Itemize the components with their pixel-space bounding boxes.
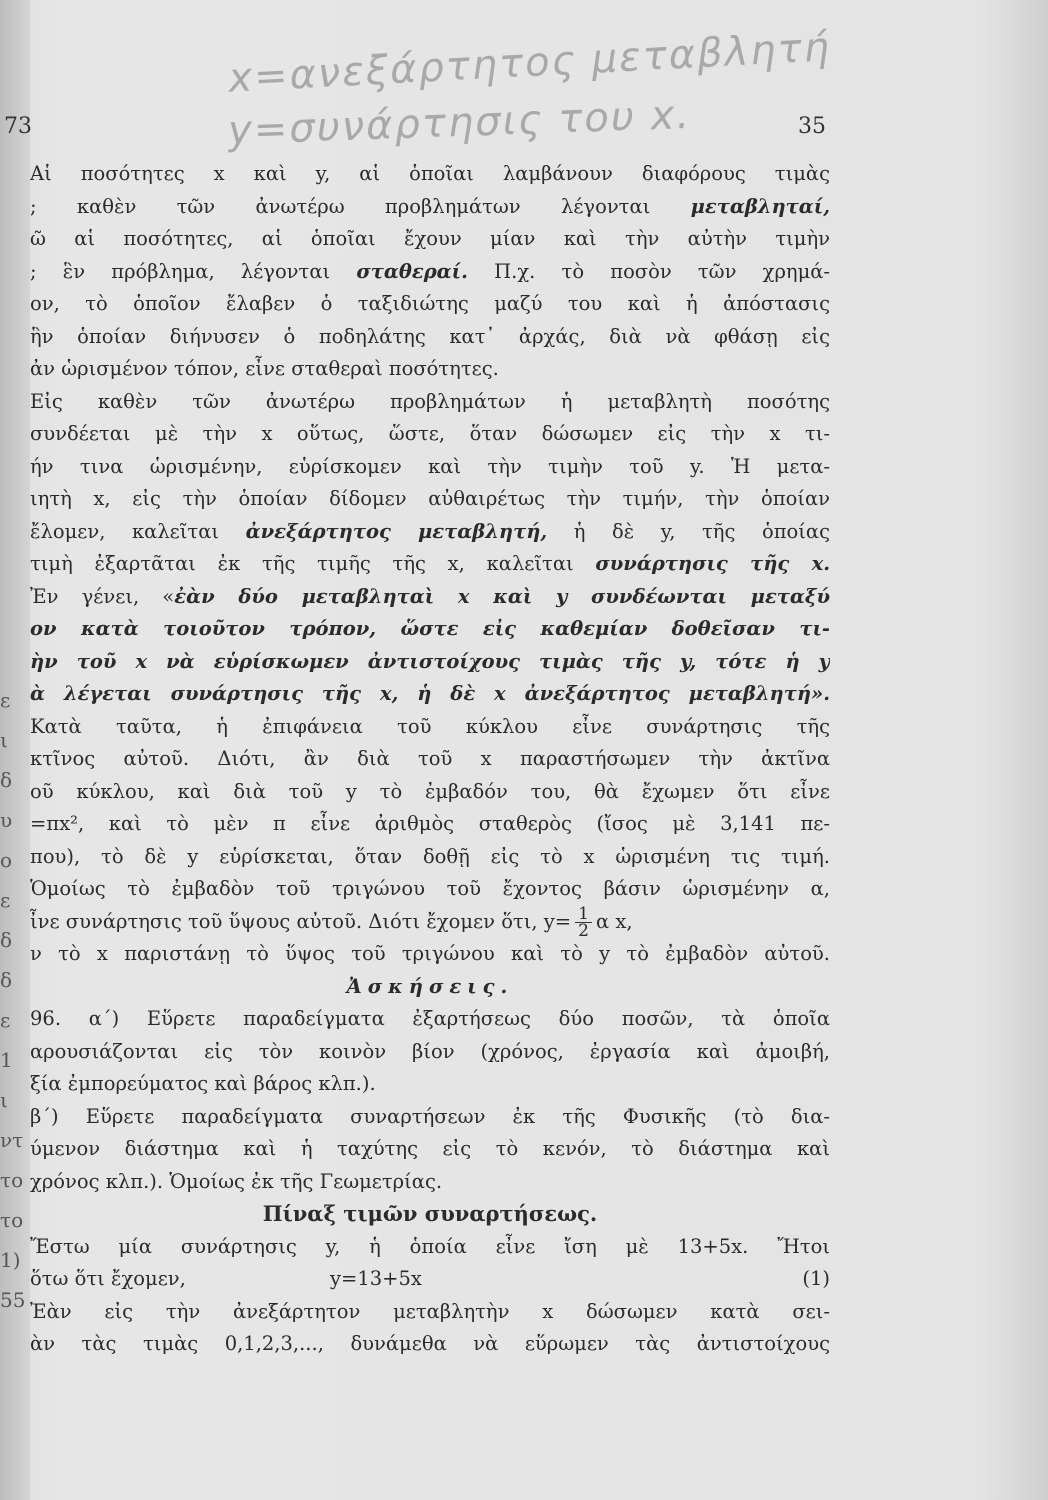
text-line: ον, τὸ ὁποῖον ἔλαβεν ὁ ταξιδιώτης μαζύ του καὶ ἡ ἀπόστασις — [30, 292, 830, 315]
page-body — [30, 158, 830, 1361]
text-line: ν τὸ x παριστάνῃ τὸ ὕψος τοῦ τριγώνου καὶ τὸ y τὸ ἐμβαδὸν αὐτοῦ. — [30, 942, 830, 965]
exercise-line: 96. α΄) Εὕρετε παραδείγματα ἐξαρτήσεως δύο ποσῶν, τὰ ὁποῖα — [30, 1007, 830, 1030]
text-line: ὰ λέγεται συνάρτησις τῆς x, ἡ δὲ x ἀνεξάρτητος μεταβλητή». — [30, 682, 830, 705]
text-line: ον κατὰ τοιοῦτον τρόπον, ὥστε εἰς καθεμίαν δοθεῖσαν τι- — [30, 617, 830, 640]
text-line: ιητὴ x, εἰς τὴν ὁποίαν δίδομεν αὐθαιρέτως τὴν τιμήν, τὴν ὁποίαν — [30, 487, 830, 510]
term-variables: μεταβληταί, — [690, 194, 830, 218]
text-line: Εἰς καθὲν τῶν ἀνωτέρω προβλημάτων ἡ μεταβλητὴ ποσότης — [30, 389, 830, 413]
text-line: Ἐν γένει, «ἐὰν δύο μεταβληταὶ x καὶ y συνδέωνται μεταξύ — [30, 584, 830, 608]
table-heading: Πίναξ τιμῶν συναρτήσεως. — [262, 1201, 598, 1226]
exercises-heading: Ἀσκήσεις. — [346, 974, 514, 998]
handwritten-note-line1: x=ανεξάρτητος μεταβλητή — [227, 24, 833, 102]
handwritten-note-line2: y=συνάρτησις του x. — [227, 91, 692, 155]
text-line: ; καθὲν τῶν ἀνωτέρω προβλημάτων λέγονται μεταβληταί, — [30, 194, 830, 218]
fraction-one-half: $\frac{1}{2}$ — [575, 906, 592, 939]
equation-intro: ὅτω ὅτι ἔχομεν, — [30, 1267, 186, 1290]
margin-mark: ο — [0, 848, 13, 872]
margin-mark: ε — [0, 1008, 11, 1032]
margin-mark: ι — [0, 728, 8, 752]
text-line: ἀν ὡρισμένον τόπον, εἶνε σταθεραὶ ποσότητες. — [30, 357, 499, 380]
exercise-line: β΄) Εὕρετε παραδείγματα συναρτήσεων ἐκ τῆς Φυσικῆς (τὸ δια- — [30, 1104, 830, 1128]
equation: y=13+5x — [330, 1267, 422, 1290]
equation-line — [30, 1263, 830, 1296]
text-line: =πx², καὶ τὸ μὲν π εἶνε ἀριθμὸς σταθερὸς (ἴσος μὲ 3,141 πε- — [30, 812, 830, 835]
page-number-right: 35 — [798, 114, 826, 139]
margin-mark: το — [0, 1208, 24, 1232]
term-function: συνάρτησις τῆς x. — [595, 552, 830, 575]
exercise-line: ύμενον διάστημα καὶ ἡ ταχύτης εἰς τὸ κενόν, τὸ διάστημα καὶ — [30, 1137, 830, 1160]
text-line: που), τὸ δὲ y εὑρίσκεται, ὅταν δοθῇ εἰς τὸ x ὡρισμένη τις τιμή. — [30, 844, 830, 868]
text-line: Ἐὰν εἰς τὴν ἀνεξάρτητον μεταβλητὴν x δώσωμεν κατὰ σει- — [30, 1299, 830, 1323]
text-line: συνδέεται μὲ τὴν x οὕτως, ὥστε, ὅταν δώσωμεν εἰς τὴν x τι- — [30, 422, 830, 445]
general-definition: ἐὰν δύο μεταβληταὶ x καὶ y συνδέωνται μεταξύ — [174, 584, 830, 608]
margin-mark: δ — [0, 928, 13, 952]
margin-mark: δ — [0, 768, 13, 792]
text-line: οῦ κύκλου, καὶ διὰ τοῦ y τὸ ἐμβαδόν του, θὰ ἔχωμεν ὅτι εἶνε — [30, 779, 830, 803]
text-line: Ἔστω μία συνάρτησις y, ἡ ὁποία εἶνε ἴση μὲ 13+5x. Ἤτοι — [30, 1234, 830, 1258]
term-independent-variable: ἀνεξάρτητος μεταβλητή, — [245, 519, 548, 543]
margin-mark: 1 — [0, 1048, 13, 1072]
margin-fragments — [0, 680, 30, 1500]
text-line: ὰν τὰς τιμὰς 0,1,2,3,..., δυνάμεθα νὰ εὕρωμεν τὰς ἀντιστοίχους — [30, 1332, 830, 1355]
text-line: Κατὰ ταῦτα, ἡ ἐπιφάνεια τοῦ κύκλου εἶνε συνάρτησις τῆς — [30, 714, 830, 738]
text-line: ; ἓν πρόβλημα, λέγονται σταθεραί. Π.χ. τὸ ποσὸν τῶν χρημά- — [30, 259, 830, 283]
margin-mark: υ — [0, 808, 13, 832]
margin-mark: δ — [0, 968, 13, 992]
margin-mark: ντ — [0, 1128, 24, 1152]
exercise-line: αρουσιάζονται εἰς τὸν κοινὸν βίον (χρόνος, ἐργασία καὶ ἀμοιβή, — [30, 1039, 830, 1063]
page-number-left: 73 — [4, 114, 32, 139]
margin-mark: 55 — [0, 1288, 26, 1312]
term-constants: σταθεραί. — [356, 259, 468, 283]
text-line: τιμὴ ἐξαρτᾶται ἐκ τῆς τιμῆς τῆς x, καλεῖται συνάρτησις τῆς x. — [30, 552, 830, 575]
text-line: ῶ αἱ ποσότητες, αἱ ὁποῖαι ἔχουν μίαν καὶ τὴν αὐτὴν τιμὴν — [30, 227, 830, 250]
exercise-line: χρόνος κλπ.). Ὁμοίως ἐκ τῆς Γεωμετρίας. — [30, 1169, 443, 1193]
exercise-line: ξία ἐμπορεύματος καὶ βάρος κλπ.). — [30, 1072, 376, 1095]
text-line: Αἱ ποσότητες x καὶ y, αἱ ὁποῖαι λαμβάνουν διαφόρους τιμὰς — [30, 162, 830, 185]
margin-mark: ε — [0, 688, 11, 712]
text-line: ήν τινα ὡρισμένην, εὑρίσκομεν καὶ τὴν τιμὴν τοῦ y. Ἡ μετα- — [30, 454, 830, 478]
text-line: ἔλομεν, καλεῖται ἀνεξάρτητος μεταβλητή, ἡ δὲ y, τῆς ὁποίας — [30, 519, 830, 543]
margin-mark: το — [0, 1168, 24, 1192]
text-line: ὴν τοῦ x νὰ εὑρίσκωμεν ἀντιστοίχους τιμὰς τῆς y, τότε ἡ y — [30, 649, 830, 673]
text-line: ἣν ὁποίαν διήνυσεν ὁ ποδηλάτης κατ᾽ ἀρχάς, διὰ νὰ φθάσῃ εἰς — [30, 324, 830, 348]
text-line: ἶνε συνάρτησις τοῦ ὕψους αὐτοῦ. Διότι ἔχομεν ὅτι, y= $\frac{1}{2}$ α x, — [30, 905, 633, 938]
equation-number: (1) — [802, 1267, 830, 1290]
margin-mark: 1) — [0, 1248, 21, 1272]
text-line: Ὁμοίως τὸ ἐμβαδὸν τοῦ τριγώνου τοῦ ἔχοντος βάσιν ὡρισμένην α, — [30, 877, 830, 900]
text-line: κτῖνος αὐτοῦ. Διότι, ἂν διὰ τοῦ x παραστήσωμεν τὴν ἀκτῖνα — [30, 747, 830, 770]
margin-mark: ι — [0, 1088, 8, 1112]
margin-mark: ε — [0, 888, 11, 912]
